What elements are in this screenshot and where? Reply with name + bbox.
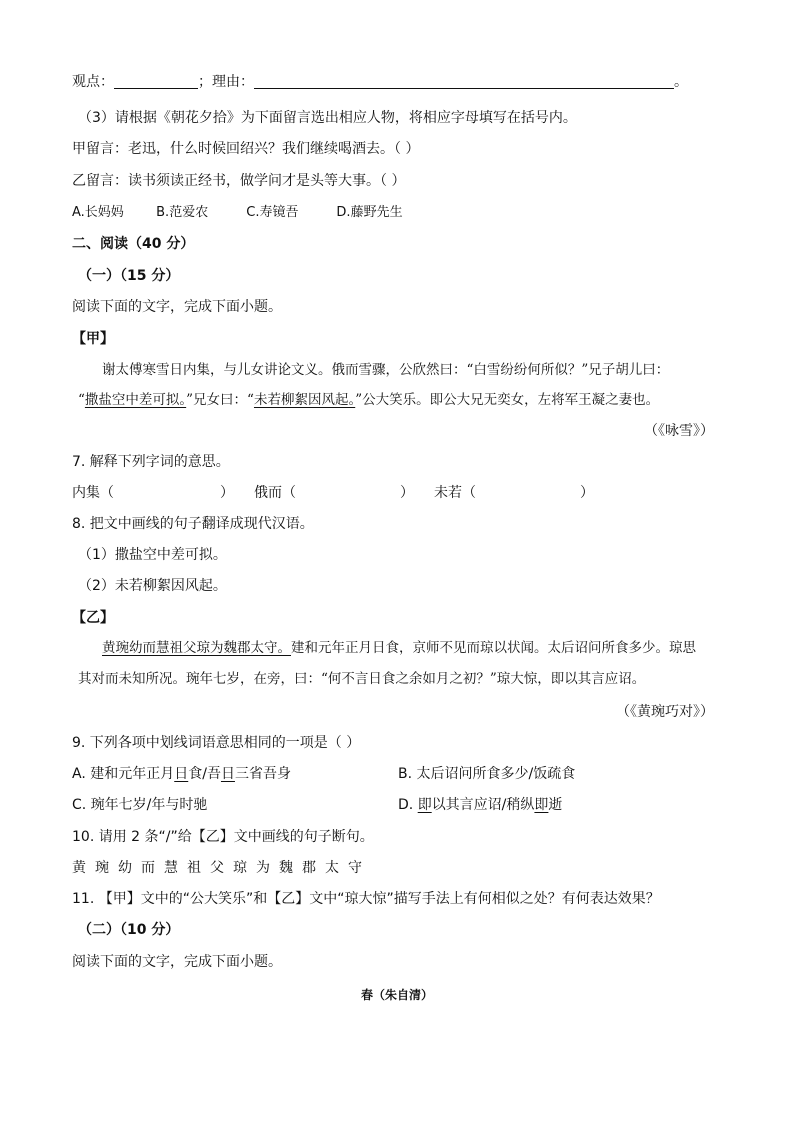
option-d: D.藤野先生 <box>336 205 403 220</box>
jia-text-line2: “撒盐空中差可拟。”兄女曰：“未若柳絮因风起。”公大笑乐。即公大兄无奕女，左将军王凝之妻也。 <box>78 392 660 408</box>
opinion-label: 观点： <box>72 74 114 90</box>
q10-sentence: 黄琬幼而慧祖父琼为魏郡太守 <box>72 860 371 876</box>
part2-title: （二）（10 分） <box>78 922 180 938</box>
part2-instruction: 阅读下面的文字，完成下面小题。 <box>72 954 282 970</box>
yi-underlined: 黄琬幼而慧祖父琼为魏郡太守。 <box>102 640 291 656</box>
section2-title: 二、阅读（40 分） <box>72 236 195 252</box>
option-c: C.寿镜吾 <box>246 205 299 220</box>
jia-label: 【甲】 <box>72 331 114 347</box>
jia-text-line1: 谢太傅寒雪日内集，与儿女讲论文义。俄而雪骤，公欣然曰：“白雪纷纷何所似？”兄子胡儿曰： <box>102 362 670 378</box>
yi-text-line1: 黄琬幼而慧祖父琼为魏郡太守。建和元年正月日食，京师不见而琼以状闻。太后诏问所食多少。琼思 <box>102 640 696 656</box>
q9-stem: 9. 下列各项中划线词语意思相同的一项是（ ） <box>72 735 361 751</box>
q3-options <box>72 203 403 223</box>
option-a: A.长妈妈 <box>72 205 124 220</box>
jia-source: （《咏雪》） <box>644 423 714 439</box>
opinion-blank[interactable] <box>114 74 198 89</box>
part1-title: （一）（15 分） <box>78 268 180 284</box>
passage-title: 春（朱自清） <box>360 988 433 1002</box>
reason-blank[interactable] <box>254 74 674 89</box>
q7-stem: 7. 解释下列字词的意思。 <box>72 454 230 470</box>
q9-option-c: C. 琬年七岁/年与时驰 <box>72 797 208 813</box>
option-b: B.范爱农 <box>156 205 209 220</box>
jia-underlined-2: 未若柳絮因风起。 <box>253 392 356 408</box>
q7-item-3: 未若（ <box>434 485 476 501</box>
yi-source: （《黄琬巧对》） <box>616 704 714 720</box>
opinion-line <box>72 72 688 92</box>
q7-items: 内集（ ） 俄而（ ） 未若（ ） <box>72 485 594 501</box>
q8-stem: 8. 把文中画线的句子翻译成现代汉语。 <box>72 516 314 532</box>
q9-option-d: D. 即以其言应诏/稍纵即逝 <box>398 797 563 813</box>
q9-option-b: B. 太后诏问所食多少/饭疏食 <box>398 766 576 782</box>
part1-instruction: 阅读下面的文字，完成下面小题。 <box>72 299 282 315</box>
q11-stem: 11. 【甲】文中的“公大笑乐”和【乙】文中“琼大惊”描写手法上有何相似之处？有何表达效果？ <box>72 891 660 907</box>
jia-underlined-1: 撒盐空中差可拟。 <box>84 392 187 408</box>
q7-item-1: 内集（ <box>72 485 114 501</box>
q3-stem: （3）请根据《朝花夕拾》为下面留言选出相应人物，将相应字母填写在括号内。 <box>78 110 577 126</box>
line-end: 。 <box>674 74 688 90</box>
q10-stem: 10. 请用 2 条“/”给【乙】文中画线的句子断句。 <box>72 829 374 845</box>
q3-jia-message: 甲留言：老迅，什么时候回绍兴？我们继续喝酒去。（ ） <box>72 141 420 157</box>
q9-option-a: A. 建和元年正月日食/吾日三省吾身 <box>72 766 291 782</box>
yi-label: 【乙】 <box>72 610 114 626</box>
q7-item-2: 俄而（ <box>254 485 296 501</box>
q8-item-2: （2）未若柳絮因风起。 <box>78 578 227 594</box>
q3-yi-message: 乙留言：读书须读正经书，做学问才是头等大事。（ ） <box>72 173 406 189</box>
q8-item-1: （1）撒盐空中差可拟。 <box>78 547 227 563</box>
reason-label: ；理由： <box>198 74 254 90</box>
yi-text-line2: 其对而未知所况。琬年七岁，在旁，曰：“何不言日食之余如月之初？”琼大惊，即以其言应诏。 <box>78 671 646 687</box>
